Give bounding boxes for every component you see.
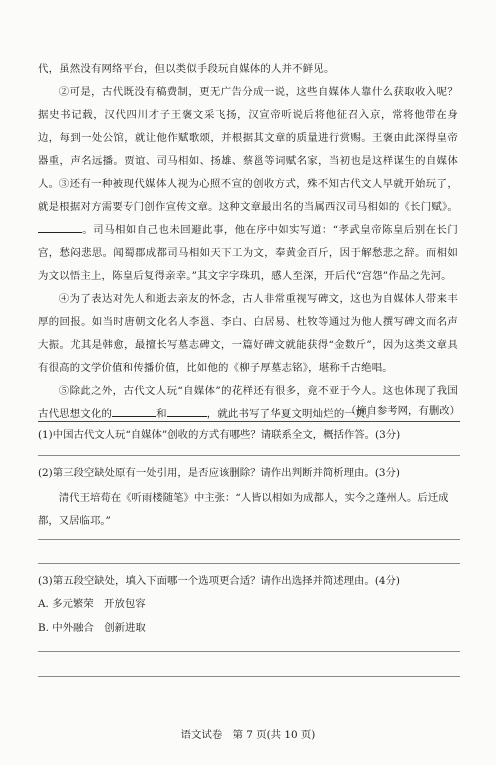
paragraph-5-part-a: ⑤除此之外，古代文人玩“自媒体”的花样还有很多，竟不亚于今人。这也体现了我国古代思想文化的 — [38, 385, 458, 420]
question-2-quote: 清代王培荀在《听雨楼随笔》中主张：“人皆以相如为成都人，实今之蓬州人。后迁成都，又居临邛。” — [38, 492, 449, 527]
source-note: （摘自参考网，有删改） — [345, 405, 460, 417]
section-divider — [38, 421, 460, 422]
paragraph-3-part-b: 。司马相如自己也未回避此事，他在序中如实写道：“孝武皇帝陈皇后别在长门宫，愁闷悲思。闻蜀郡成都司马相如天下工为文，奉黄金百斤，因于解愁悲之辞。而相如为文以悟主上，陈皇后复得亲幸。”其文字字珠玑，感人至深，开后代“宫怨”作品之先河。 — [38, 224, 458, 282]
paragraph-5-part-b: ，就此书写了华夏文明灿烂的一页。 — [206, 408, 377, 420]
answer-line-q3-2 — [38, 676, 460, 677]
answer-line-q2-2 — [38, 563, 460, 564]
paragraph-3-part-a: ③还有一种被现代媒体人视为心照不宣的创收方式，殊不知古代文人早就开始玩了，就是根据对方需要专门创作宣传文章。这种文章最出名的当属西汉司马相如的《长门赋》。 — [38, 178, 458, 213]
question-3: (3)第五段空缺处，填入下面哪一个选项更合适？请作出选择并简述理由。(4分) — [38, 575, 400, 587]
answer-line-q3-1 — [38, 651, 460, 652]
fill-blank-1 — [112, 406, 156, 417]
question-3-option-b: B. 中外融合 创新进取 — [38, 622, 146, 634]
answer-line-q2-1 — [38, 539, 460, 540]
question-2: (2)第三段空缺处原有一处引用，是否应该删除？请作出判断并简析理由。(3分) — [38, 467, 400, 479]
paragraph-4: ④为了表达对先人和逝去亲友的怀念，古人非常重视写碑文，这也为自媒体人带来丰厚的回报。如当时唐朝文化名人李邕、李白、白居易、杜牧等通过为他人撰写碑文而名声大振。尤其是韩愈，最擅长写墓志碑文，一篇好碑文就能获得“金数斤”，因为这类文章具有很高的文学价值和传播价值，比如他的《柳子厚墓志铭》，堪称千古绝唱。 — [38, 293, 458, 374]
paragraph-2: ②可是，古代既没有稿费制，更无广告分成一说，这些自媒体人靠什么获取收入呢？据史书记载，汉代四川才子王褒文采飞扬，汉宣帝听说后将他征召入京，常将他带在身边，每到一处公馆，就让他作赋歌颂，并根据其文章的质量进行赏赐。王褒由此深得皇帝器重，声名远播。贾谊、司马相如、扬雄、蔡邕等词赋名家，当初也是这样谋生的自媒体人。 — [38, 86, 458, 190]
fill-blank-2 — [167, 406, 207, 417]
page-footer: 语文试卷 第 7 页(共 10 页) — [180, 729, 316, 741]
question-3-option-a: A. 多元繁荣 开放包容 — [38, 598, 146, 610]
answer-line-q1 — [38, 455, 460, 456]
citation-blank — [38, 222, 82, 233]
paragraph-5 — [38, 380, 458, 426]
paragraph-1-continued: 代，虽然没有网络平台，但以类似手段玩自媒体的人并不鲜见。 — [38, 63, 335, 75]
paragraph-5-and: 和 — [156, 408, 167, 420]
question-1: (1)中国古代文人玩“自媒体”创收的方式有哪些？请联系全文，概括作答。(3分) — [38, 429, 401, 441]
paragraph-3 — [38, 173, 458, 288]
